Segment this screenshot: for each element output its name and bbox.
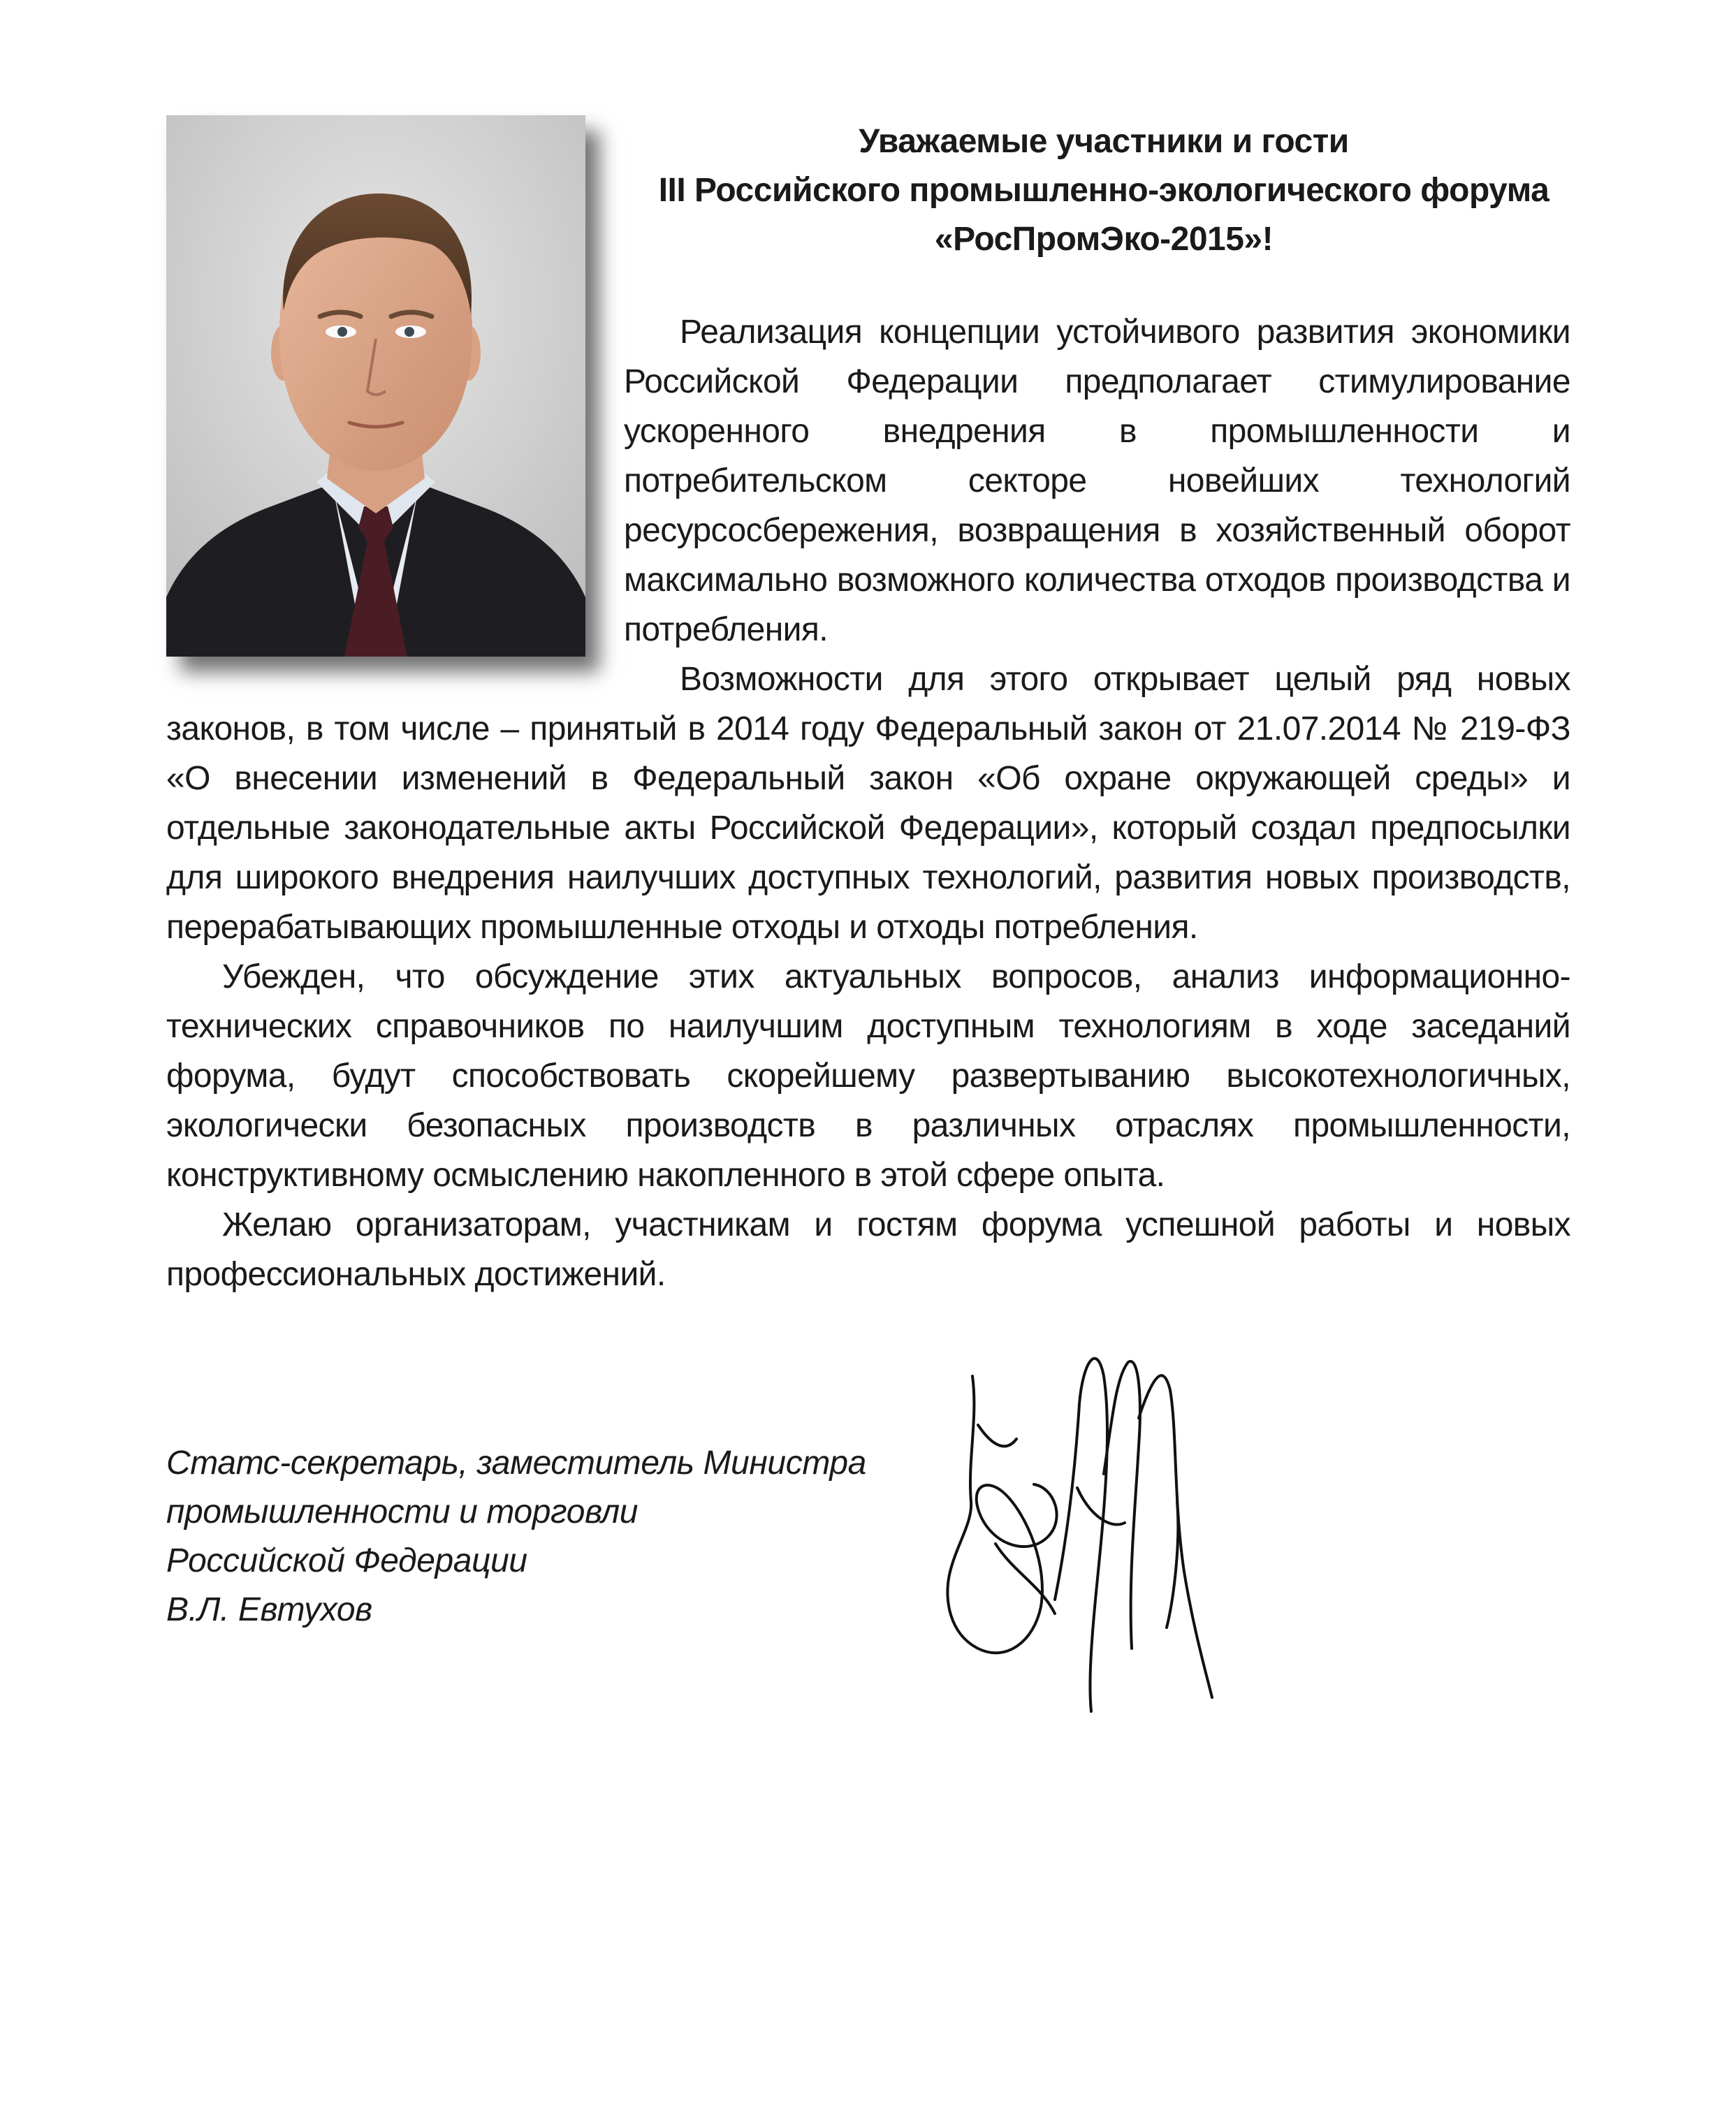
body-paragraph-4: Желаю организаторам, участникам и гостям форума успешной работы и новых профессиональных достижений.: [166, 1206, 1570, 1293]
signatory-position-line-1: Статс-секретарь, заместитель Министра: [166, 1445, 866, 1482]
signatory-name: В.Л. Евтухов: [166, 1591, 372, 1628]
body-paragraph-3: Убежден, что обсуждение этих актуальных вопросов, анализ информационно-технических справочников по наилучшим доступным технологиям в ходе заседаний форума, будут способствовать скорейшему развертыванию высокотехнологичных, экологически безопасных производств в различных отраслях промышленности, конструктивному осмыслению накопленного в этой сфере опыта.: [166, 958, 1570, 1194]
heading-line-1: Уважаемые участники и гости: [859, 123, 1349, 160]
handwritten-signature: [929, 1334, 1250, 1725]
photo-wrap-spacer: [166, 307, 624, 671]
signatory-block: [166, 1439, 935, 1635]
letter-body: [166, 307, 1570, 1299]
body-paragraph-2: Возможности для этого открывает целый ряд новых законов, в том числе – принятый в 2014 году Федеральный закон от 21.07.2014 № 219-ФЗ «О внесении изменений в Федеральный закон «Об охране окружающей среды» и отдельные законодательные акты Российской Федерации», который создал предпосылки для широкого внедрения наилучших доступных технологий, развития новых производств, перерабатывающих промышленные отходы и отходы потребления.: [166, 661, 1570, 946]
signatory-position-line-3: Российской Федерации: [166, 1542, 527, 1579]
heading-line-2: III Российского промышленно-экологического форума: [658, 172, 1549, 209]
signatory-position-line-2: промышленности и торговли: [166, 1493, 639, 1530]
heading-line-3: «РосПромЭко-2015»!: [934, 221, 1274, 258]
letter-heading: [615, 117, 1593, 264]
body-paragraph-1: Реализация концепции устойчивого развития экономики Российской Федерации предполагает стимулирование ускоренного внедрения в промышленности и потребительском секторе новейших технологий ресурсосбережения, возвращения в хозяйственный оборот максимально возможного количества отходов производства и потребления.: [624, 314, 1570, 648]
